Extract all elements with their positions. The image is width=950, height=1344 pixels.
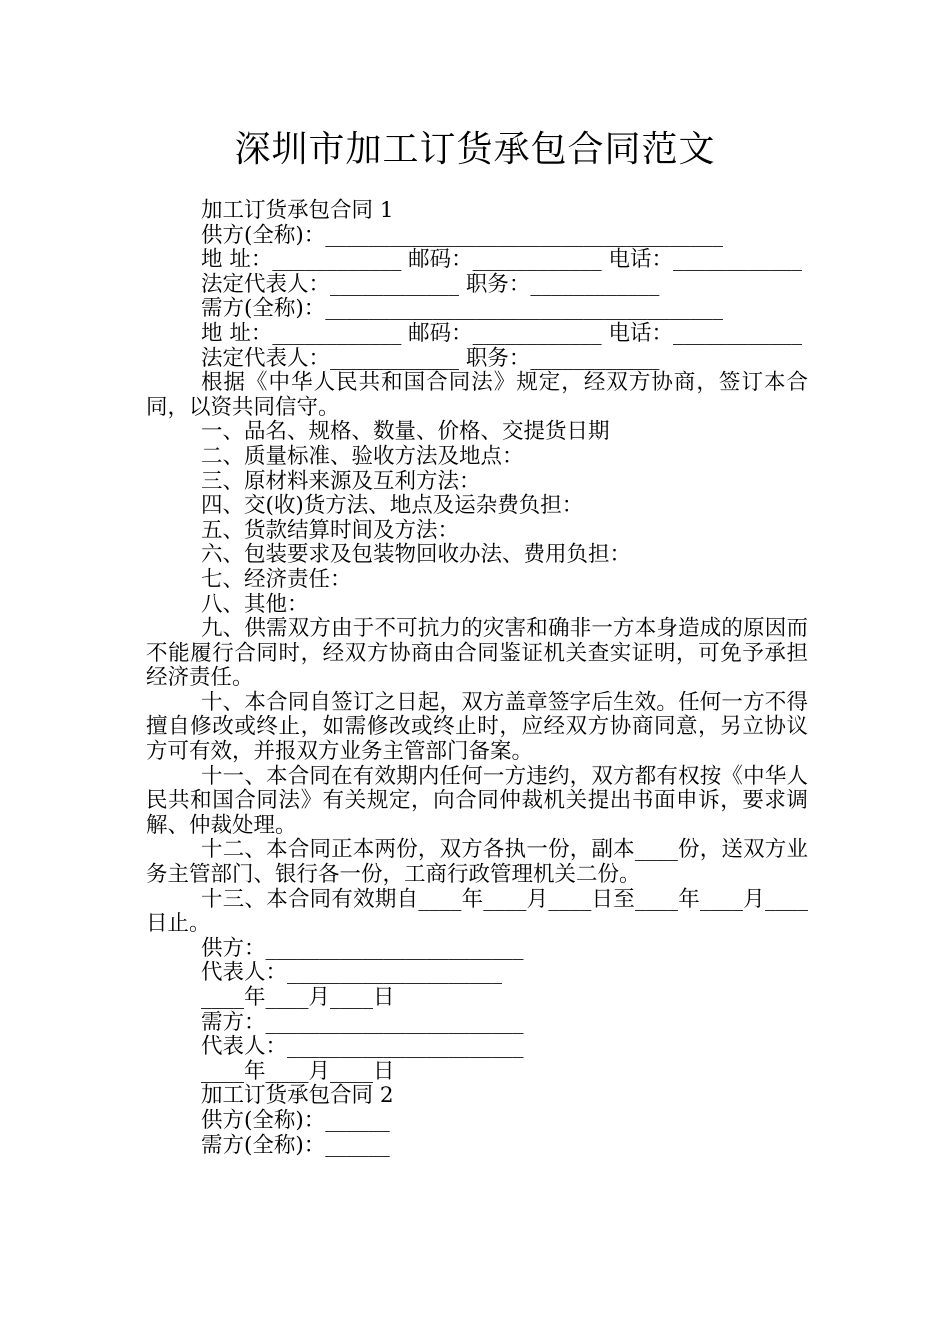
signature-buyer: 需方：________________________ [201,1009,524,1035]
clause: 八、其他： [201,591,309,617]
document-title: 深圳市加工订货承包合同范文 [234,129,716,170]
clause: 三、原材料来源及互利方法： [201,468,481,494]
signature-date: ____年____月____日 [201,985,395,1010]
clause-paragraph: 十、本合同自签订之日起，双方盖章签字后生效。任何一方不得擅自修改或终止，如需修改或终止时，应经双方协商同意，另立协议方可有效，并报双方业务主管部门备案。 [146,689,808,765]
supplier-representative-line: 法定代表人：____________ 职务：____________ [201,271,660,297]
buyer-name-field: 需方(全称)：_____________________________________ [201,296,724,322]
signature-representative: 代表人：______________________ [201,1034,524,1060]
clause-paragraph: 十一、本合同在有效期内任何一方违约，双方都有权按《中华人民共和国合同法》有关规定，向合同仲裁机关提出书面申诉，要求调解、仲裁处理。 [146,763,808,838]
buyer-name-field: 需方(全称)：______ [201,1132,390,1158]
supplier-name-field: 供方(全称)：_____________________________________ [201,222,724,248]
clause: 四、交(收)货方法、地点及运杂费负担： [201,493,584,519]
clause-paragraph: 十三、本合同有效期自____年____月____日至____年____月____日止。 [146,886,808,937]
clause-paragraph: 九、供需双方由于不可抗力的灾害和确非一方本身造成的原因而不能履行合同时，经双方协商由合同鉴证机关查实证明，可免予承担经济责任。 [146,616,808,691]
clause: 二、质量标准、验收方法及地点： [201,443,524,469]
clause: 五、货款结算时间及方法： [201,517,460,543]
signature-supplier: 供方：________________________ [201,935,524,961]
section-heading: 加工订货承包合同 1 [201,198,394,223]
clause: 七、经济责任： [201,566,352,592]
section-heading: 加工订货承包合同 2 [201,1083,394,1109]
signature-representative: 代表人：____________________ [201,960,503,986]
clause-paragraph: 十二、本合同正本两份，双方各执一份，副本____份，送双方业务主管部门、银行各一份，工商行政管理机关二份。 [146,837,808,888]
document-body [146,199,808,1158]
signature-date: ____年____月____日 [201,1058,395,1084]
clause: 一、品名、规格、数量、价格、交提货日期 [201,419,610,445]
supplier-name-field: 供方(全称)：______ [201,1107,390,1133]
clause: 六、包装要求及包装物回收办法、费用负担： [201,542,632,568]
supplier-address-line: 地 址：____________ 邮码：____________ 电话：____________ [201,247,803,273]
buyer-address-line: 地 址：____________ 邮码：____________ 电话：____________ [201,320,803,346]
preamble-paragraph: 根据《中华人民共和国合同法》规定，经双方协商，签订本合同，以资共同信守。 [146,370,808,420]
buyer-representative-line: 法定代表人：____________ 职务：____________ [201,345,660,371]
